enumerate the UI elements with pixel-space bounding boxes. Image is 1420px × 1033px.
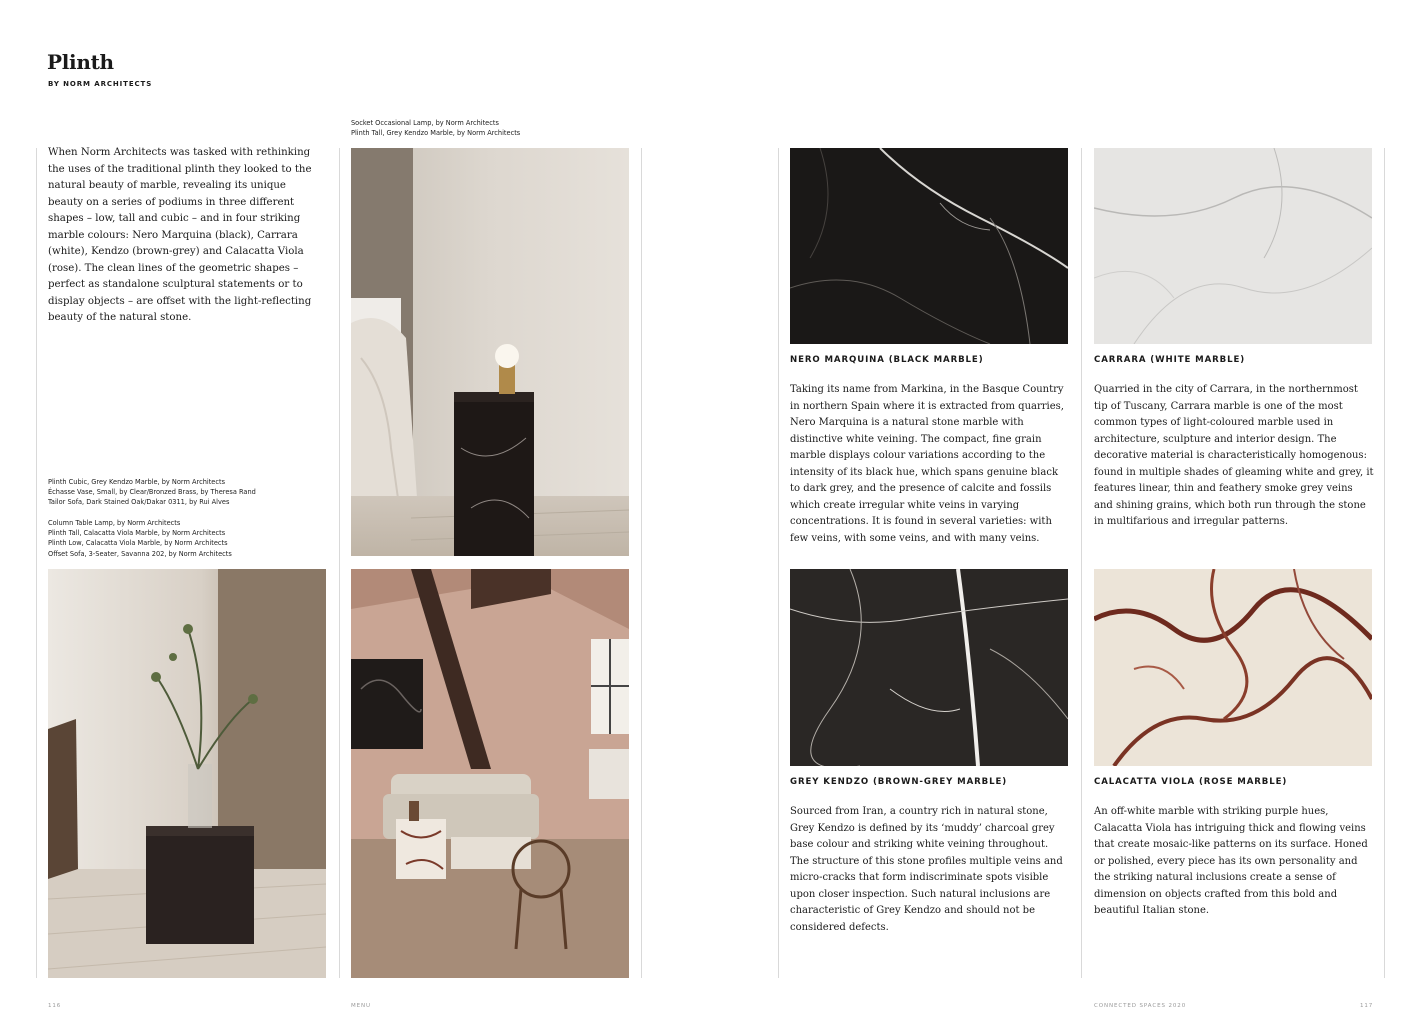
caption-line: Plinth Tall, Grey Kendzo Marble, by Norm Architects [351, 129, 521, 138]
page-number-right: 117 [1360, 1003, 1374, 1009]
footer-label-left: MENU [351, 1003, 371, 1009]
page-title: Plinth [47, 50, 114, 74]
carrara-swatch [1094, 148, 1372, 344]
grey-kendzo-swatch [790, 569, 1068, 766]
footer-label-right: CONNECTED SPACES 2020 [1094, 1003, 1187, 1009]
caption-line: Offset Sofa, 3-Seater, Savanna 202, by Norm Architects [48, 549, 232, 558]
column-divider [339, 148, 340, 978]
bedroom-plinth-photo [351, 148, 629, 556]
column-divider [1384, 148, 1385, 978]
cubic-plinth-vase-photo [48, 569, 326, 978]
byline: BY NORM ARCHITECTS [48, 80, 153, 88]
column-divider [641, 148, 642, 978]
nero-marquina-swatch [790, 148, 1068, 344]
caption-line: Socket Occasional Lamp, by Norm Architects [351, 119, 499, 127]
photo-caption [351, 118, 520, 138]
photo-caption [48, 477, 256, 508]
intro-paragraph: When Norm Architects was tasked with rethinking the uses of the traditional plinth they looked to the natural beauty of marble, revealing its unique beauty on a series of podiums in three different shapes – low, tall and cubic – and in four striking marble colours: Nero Marquina (black), Carrara (white), Kendzo (brown-grey) and Calacatta Viola (rose). The clean lines of the geometric shapes – perfect as standalone sculptural statements or to display objects – are offset with the light-reflecting beauty of the natural stone. [48, 147, 312, 323]
column-divider [36, 148, 37, 978]
stone-title: GREY KENDZO (BROWN-GREY MARBLE) [790, 777, 1008, 787]
stone-description: An off-white marble with striking purple hues, Calacatta Viola has intriguing thick and flowing veins that create mosaic-like patterns on its surface. Honed or polished, every piece has its own personality and the striking natural inclusions create a sense of dimension on objects crafted from this bold and beautiful Italian stone. [1094, 806, 1368, 916]
stone-description: Quarried in the city of Carrara, in the northernmost tip of Tuscany, Carrara marble is one of the most common types of light-coloured marble used in architecture, sculpture and interior design. The decorative material is characteristically homogenous: found in multiple shades of gleaming white and grey, it features linear, thin and feathery smoke grey veins and shining grains, which both run through the stone in multifarious and irregular patterns. [1094, 384, 1374, 527]
stone-description: Taking its name from Markina, in the Basque Country in northern Spain where it is extracted from quarries, Nero Marquina is a natural stone marble with distinctive white veining. The compact, fine grain marble displays colour variations according to the intensity of its black hue, which spans genuine black to dark grey, and the presence of calcite and fossils which create irregular white veins in varying concentrations. It is found in several varieties: with few veins, with some veins, and with many veins. [790, 384, 1064, 544]
stone-title: CARRARA (WHITE MARBLE) [1094, 355, 1246, 365]
living-room-photo [351, 569, 629, 978]
caption-line: Plinth Tall, Calacatta Viola Marble, by Norm Architects [48, 529, 226, 538]
column-divider [1081, 148, 1082, 978]
caption-line: Tailor Sofa, Dark Stained Oak/Dakar 0311, by Rui Alves [48, 498, 230, 507]
caption-line: Échasse Vase, Small, by Clear/Bronzed Brass, by Theresa Rand [48, 488, 256, 497]
stone-description: Sourced from Iran, a country rich in natural stone, Grey Kendzo is defined by its ‘muddy’ charcoal grey base colour and striking white veining throughout. The structure of this stone profiles multiple veins and micro-cracks that form indiscriminate spots visible upon closer inspection. Such natural inclusions are characteristic of Grey Kendzo and should not be considered defects. [790, 806, 1063, 933]
caption-line: Plinth Low, Calacatta Viola Marble, by Norm Architects [48, 539, 228, 548]
caption-line: Plinth Cubic, Grey Kendzo Marble, by Norm Architects [48, 478, 226, 486]
photo-caption [48, 518, 232, 559]
caption-line: Column Table Lamp, by Norm Architects [48, 519, 181, 527]
calacatta-viola-swatch [1094, 569, 1372, 766]
page-number-left: 116 [48, 1003, 62, 1009]
column-divider [778, 148, 779, 978]
stone-title: NERO MARQUINA (BLACK MARBLE) [790, 355, 984, 365]
stone-title: CALACATTA VIOLA (ROSE MARBLE) [1094, 777, 1288, 787]
